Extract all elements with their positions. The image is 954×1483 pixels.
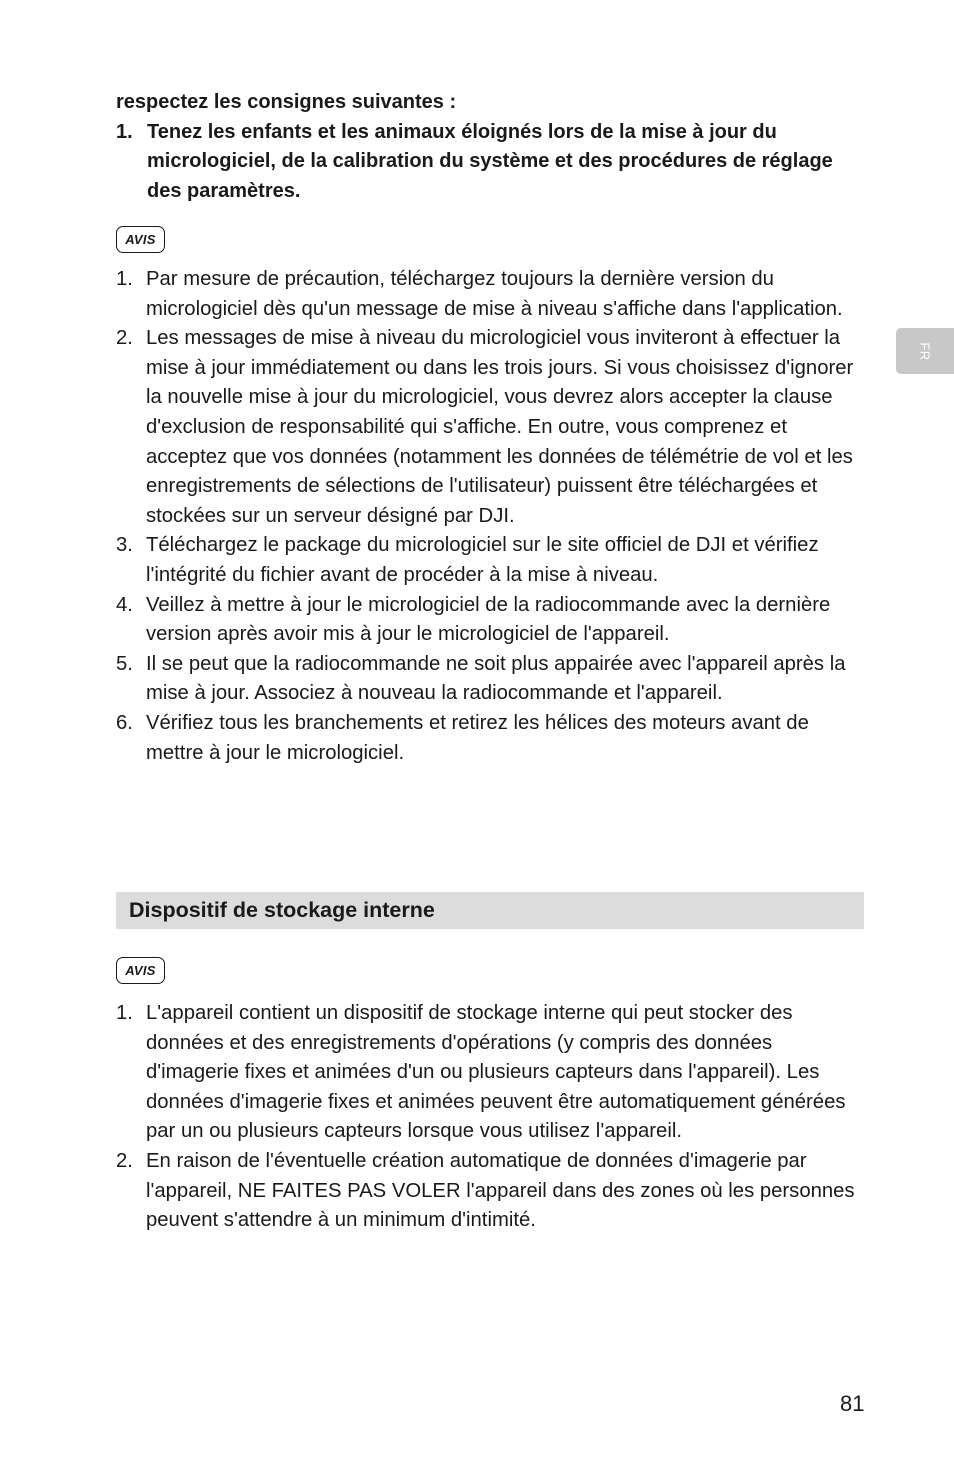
list-item	[116, 1147, 866, 1236]
list-number: 6.	[116, 711, 133, 734]
language-tab-label: FR	[917, 341, 933, 361]
language-tab	[896, 328, 954, 374]
page-number: 81	[840, 1391, 865, 1416]
notice-badge: AVIS	[116, 957, 165, 984]
notice-list-firmware	[116, 265, 866, 768]
list-number: 4.	[116, 593, 133, 616]
notice-list-storage	[116, 999, 866, 1236]
list-item	[116, 709, 866, 768]
list-number: 2.	[116, 327, 133, 350]
intro-list-item	[116, 118, 856, 207]
list-number: 2.	[116, 1149, 133, 1172]
list-item-text: Veillez à mettre à jour le micrologiciel de la radiocommande avec la dernière version après avoir mis à jour le micrologiciel de l'appareil.	[146, 593, 831, 646]
list-item	[116, 999, 866, 1147]
list-number: 3.	[116, 534, 133, 557]
list-item-text: En raison de l'éventuelle création automatique de données d'imagerie par l'appareil, NE FAITES PAS VOLER l'appareil dans des zones où les personnes peuvent s'attendre à un minimum d'intimité.	[146, 1149, 855, 1232]
list-item	[116, 265, 866, 324]
list-item-text: Téléchargez le package du micrologiciel sur le site officiel de DJI et vérifiez l'intégrité du fichier avant de procéder à la mise à niveau.	[146, 534, 819, 586]
list-item	[116, 591, 866, 650]
list-item-text: Tenez les enfants et les animaux éloignés lors de la mise à jour du micrologiciel, de la calibration du système et des procédures de réglage des paramètres.	[147, 120, 833, 202]
notice-badge: AVIS	[116, 226, 165, 253]
section-heading: Dispositif de stockage interne	[116, 892, 864, 929]
list-item	[116, 531, 866, 590]
list-item	[116, 650, 866, 709]
list-item-text: Il se peut que la radiocommande ne soit plus appairée avec l'appareil après la mise à jour. Associez à nouveau la radiocommande et l'appareil.	[146, 652, 846, 705]
list-number: 1.	[116, 1002, 133, 1024]
list-item	[116, 324, 866, 531]
list-number: 1.	[116, 120, 133, 143]
list-item-text: Les messages de mise à niveau du micrologiciel vous inviteront à effectuer la mise à jour immédiatement ou dans les trois jours. Si vous choisissez d'ignorer la nouvelle mise à jour du micrologiciel, vous devrez alors accepter la clause d'exclusion de responsabilité qui s'affiche. En outre, vous comprenez et acceptez que vos données (notamment les données de télémétrie de vol et les enregistrements de sélections de l'utilisateur) puissent être téléchargées et stockées sur un serveur désigné par DJI.	[146, 327, 854, 527]
list-item-text: Vérifiez tous les branchements et retirez les hélices des moteurs avant de mettre à jour le micrologiciel.	[146, 711, 809, 764]
list-item-text: Par mesure de précaution, téléchargez toujours la dernière version du micrologiciel dès qu'un message de mise à niveau s'affiche dans l'application.	[146, 268, 843, 320]
intro-list	[116, 118, 856, 207]
intro-line: respectez les consignes suivantes :	[116, 91, 457, 113]
list-number: 5.	[116, 652, 133, 675]
intro-block	[116, 88, 856, 206]
list-number: 1.	[116, 268, 133, 290]
list-item-text: L'appareil contient un dispositif de stockage interne qui peut stocker des données et des enregistrements d'opérations (y compris des données d'imagerie fixes et animées d'un ou plusieurs capteurs dans l'appareil). Les données d'imagerie fixes et animées peuvent être automatiquement générées par un ou plusieurs capteurs lorsque vous utilisez l'appareil.	[146, 1002, 846, 1143]
